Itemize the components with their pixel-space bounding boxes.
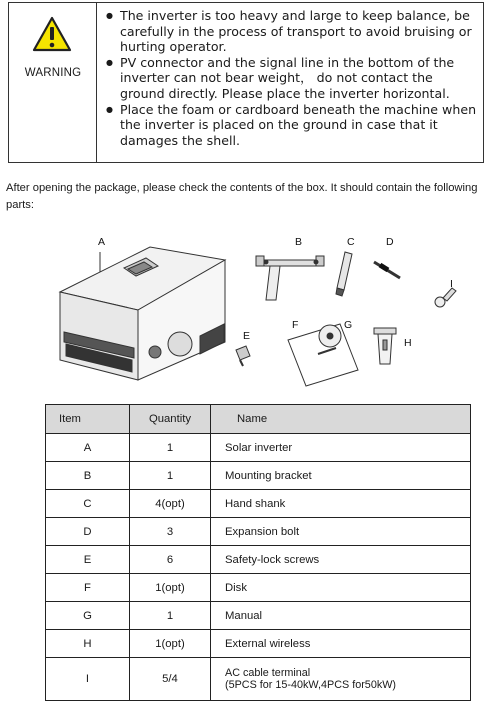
table-row (46, 602, 471, 630)
cell-item: H (46, 630, 130, 658)
cell-item: E (46, 546, 130, 574)
figure-label-g: G (344, 319, 353, 331)
cell-item: F (46, 574, 130, 602)
cell-item: D (46, 518, 130, 546)
cell-name: Disk (211, 574, 471, 602)
cell-item: G (46, 602, 130, 630)
cell-quantity: 6 (130, 546, 211, 574)
cell-name: Expansion bolt (211, 518, 471, 546)
cell-item: B (46, 462, 130, 490)
cell-quantity: 1 (130, 462, 211, 490)
warning-sidebar (9, 3, 97, 162)
cell-item: I (46, 658, 130, 701)
warning-item: ● PV connector and the signal line in the bottom of the inverter can not bear weight， do not contact the ground directly. Please place the inverter horizontal. (105, 55, 481, 102)
figure-label-h: H (404, 337, 412, 349)
safety-lock-screw-illustration (236, 346, 250, 366)
figure-label-a: A (98, 236, 106, 248)
cell-name: Safety-lock screws (211, 546, 471, 574)
figure-label-b: B (295, 236, 303, 248)
column-header-item: Item (46, 405, 130, 434)
disk-manual-illustration (288, 324, 358, 386)
warning-item: ● Place the foam or cardboard beneath the machine when the inverter is placed on the ground in case that it damages the shell. (105, 102, 481, 149)
figure-label-e: E (243, 330, 251, 342)
cell-name: External wireless (211, 630, 471, 658)
cell-name: Solar inverter (211, 434, 471, 462)
column-header-name: Name (211, 405, 471, 434)
cell-quantity: 5/4 (130, 658, 211, 701)
figure-label-f: F (292, 319, 299, 331)
cell-item: C (46, 490, 130, 518)
cell-name-line: AC cable terminal (225, 667, 311, 679)
warning-label: WARNING (24, 67, 82, 79)
external-wireless-illustration (374, 328, 396, 364)
table-row (46, 490, 471, 518)
cell-name: Hand shank (211, 490, 471, 518)
cell-name: Mounting bracket (211, 462, 471, 490)
cell-quantity: 1(opt) (130, 630, 211, 658)
table-row (46, 434, 471, 462)
solar-inverter-illustration (60, 247, 225, 380)
cell-name: Manual (211, 602, 471, 630)
figure-label-i: I (450, 278, 453, 290)
table-row (46, 462, 471, 490)
table-row (46, 546, 471, 574)
cell-item: A (46, 434, 130, 462)
warning-list (105, 8, 481, 148)
intro-text: After opening the package, please check the contents of the box. It should contain the following parts: (6, 182, 478, 211)
cell-quantity: 3 (130, 518, 211, 546)
column-header-quantity: Quantity (130, 405, 211, 434)
table-header-row (46, 405, 471, 434)
figure-label-d: D (386, 236, 394, 248)
warning-box (8, 2, 484, 163)
table-row (46, 574, 471, 602)
cell-name (211, 658, 471, 701)
cell-quantity: 1(opt) (130, 574, 211, 602)
warning-triangle-icon (32, 16, 72, 52)
expansion-bolt-illustration (374, 262, 400, 278)
cell-quantity: 1 (130, 602, 211, 630)
cell-quantity: 1 (130, 434, 211, 462)
parts-table (45, 404, 471, 701)
package-contents-figure (40, 232, 460, 394)
figure-label-c: C (347, 236, 355, 248)
table-row (46, 658, 471, 701)
cell-quantity: 4(opt) (130, 490, 211, 518)
table-row (46, 518, 471, 546)
mounting-bracket-illustration (256, 256, 324, 300)
hand-shank-illustration (336, 252, 352, 296)
table-row (46, 630, 471, 658)
ac-cable-terminal-illustration (435, 288, 456, 307)
warning-item: ● The inverter is too heavy and large to keep balance, be carefully in the process of transport to avoid bruising or hurting operator. (105, 8, 481, 55)
cell-name-detail: (5PCS for 15-40kW,4PCS for50kW) (225, 679, 397, 691)
